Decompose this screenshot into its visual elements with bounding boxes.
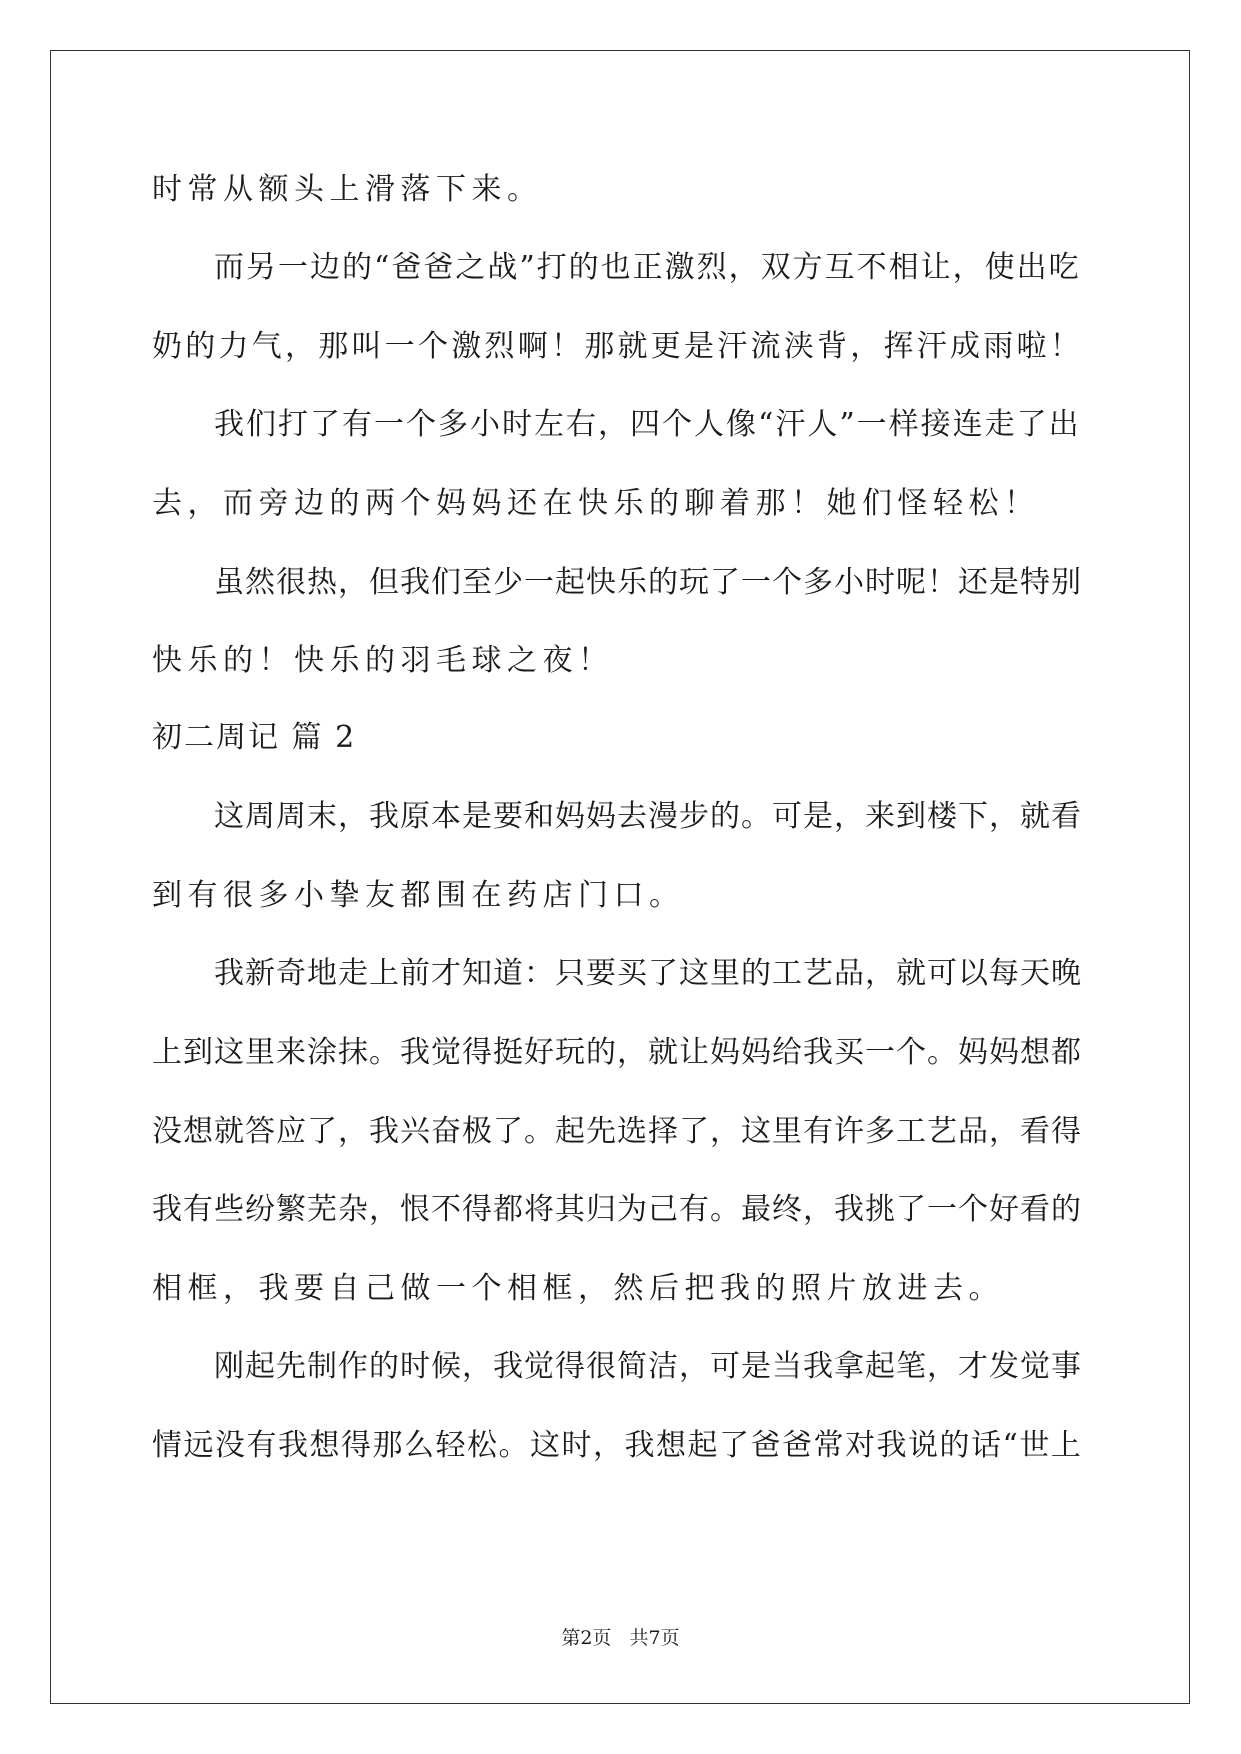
body-line: 我们打了有一个多小时左右，四个人像“汗人”一样接连走了出 (214, 407, 1081, 442)
body-line: 相框，我要自己做一个相框，然后把我的照片放进去。 (152, 1271, 1004, 1306)
body-line: 时常从额头上滑落下来。 (152, 172, 543, 207)
body-line: 没想就答应了，我兴奋极了。起先选择了，这里有许多工艺品，看得 (152, 1114, 1082, 1149)
body-line: 我新奇地走上前才知道：只要买了这里的工艺品，就可以每天晚 (214, 956, 1082, 991)
page-footer: 第2页 共7页 (561, 1627, 680, 1649)
body-line: 虽然很热，但我们至少一起快乐的玩了一个多小时呢！还是特别 (214, 565, 1082, 600)
body-line: 这周周末，我原本是要和妈妈去漫步的。可是，来到楼下，就看 (214, 799, 1082, 834)
body-line: 刚起先制作的时候，我觉得很简洁，可是当我拿起笔，才发觉事 (214, 1349, 1082, 1384)
body-line: 而另一边的“爸爸之战”打的也正激烈，双方互不相让，使出吃 (214, 250, 1081, 285)
body-line: 到有很多小挚友都围在药店门口。 (152, 878, 685, 913)
section-heading: 初二周记 篇 2 (152, 720, 357, 755)
body-line: 去，而旁边的两个妈妈还在快乐的聊着那！她们怪轻松！ (152, 486, 1040, 521)
body-line: 我有些纷繁芜杂，恨不得都将其归为己有。最终，我挑了一个好看的 (152, 1192, 1082, 1227)
body-line: 情远没有我想得那么轻松。这时，我想起了爸爸常对我说的话“世上 (152, 1428, 1083, 1463)
body-line: 快乐的！快乐的羽毛球之夜！ (152, 643, 614, 678)
body-line: 上到这里来涂抹。我觉得挺好玩的，就让妈妈给我买一个。妈妈想都 (152, 1035, 1082, 1070)
body-line: 奶的力气，那叫一个激烈啊！那就更是汗流浃背，挥汗成雨啦！ (152, 329, 1083, 364)
